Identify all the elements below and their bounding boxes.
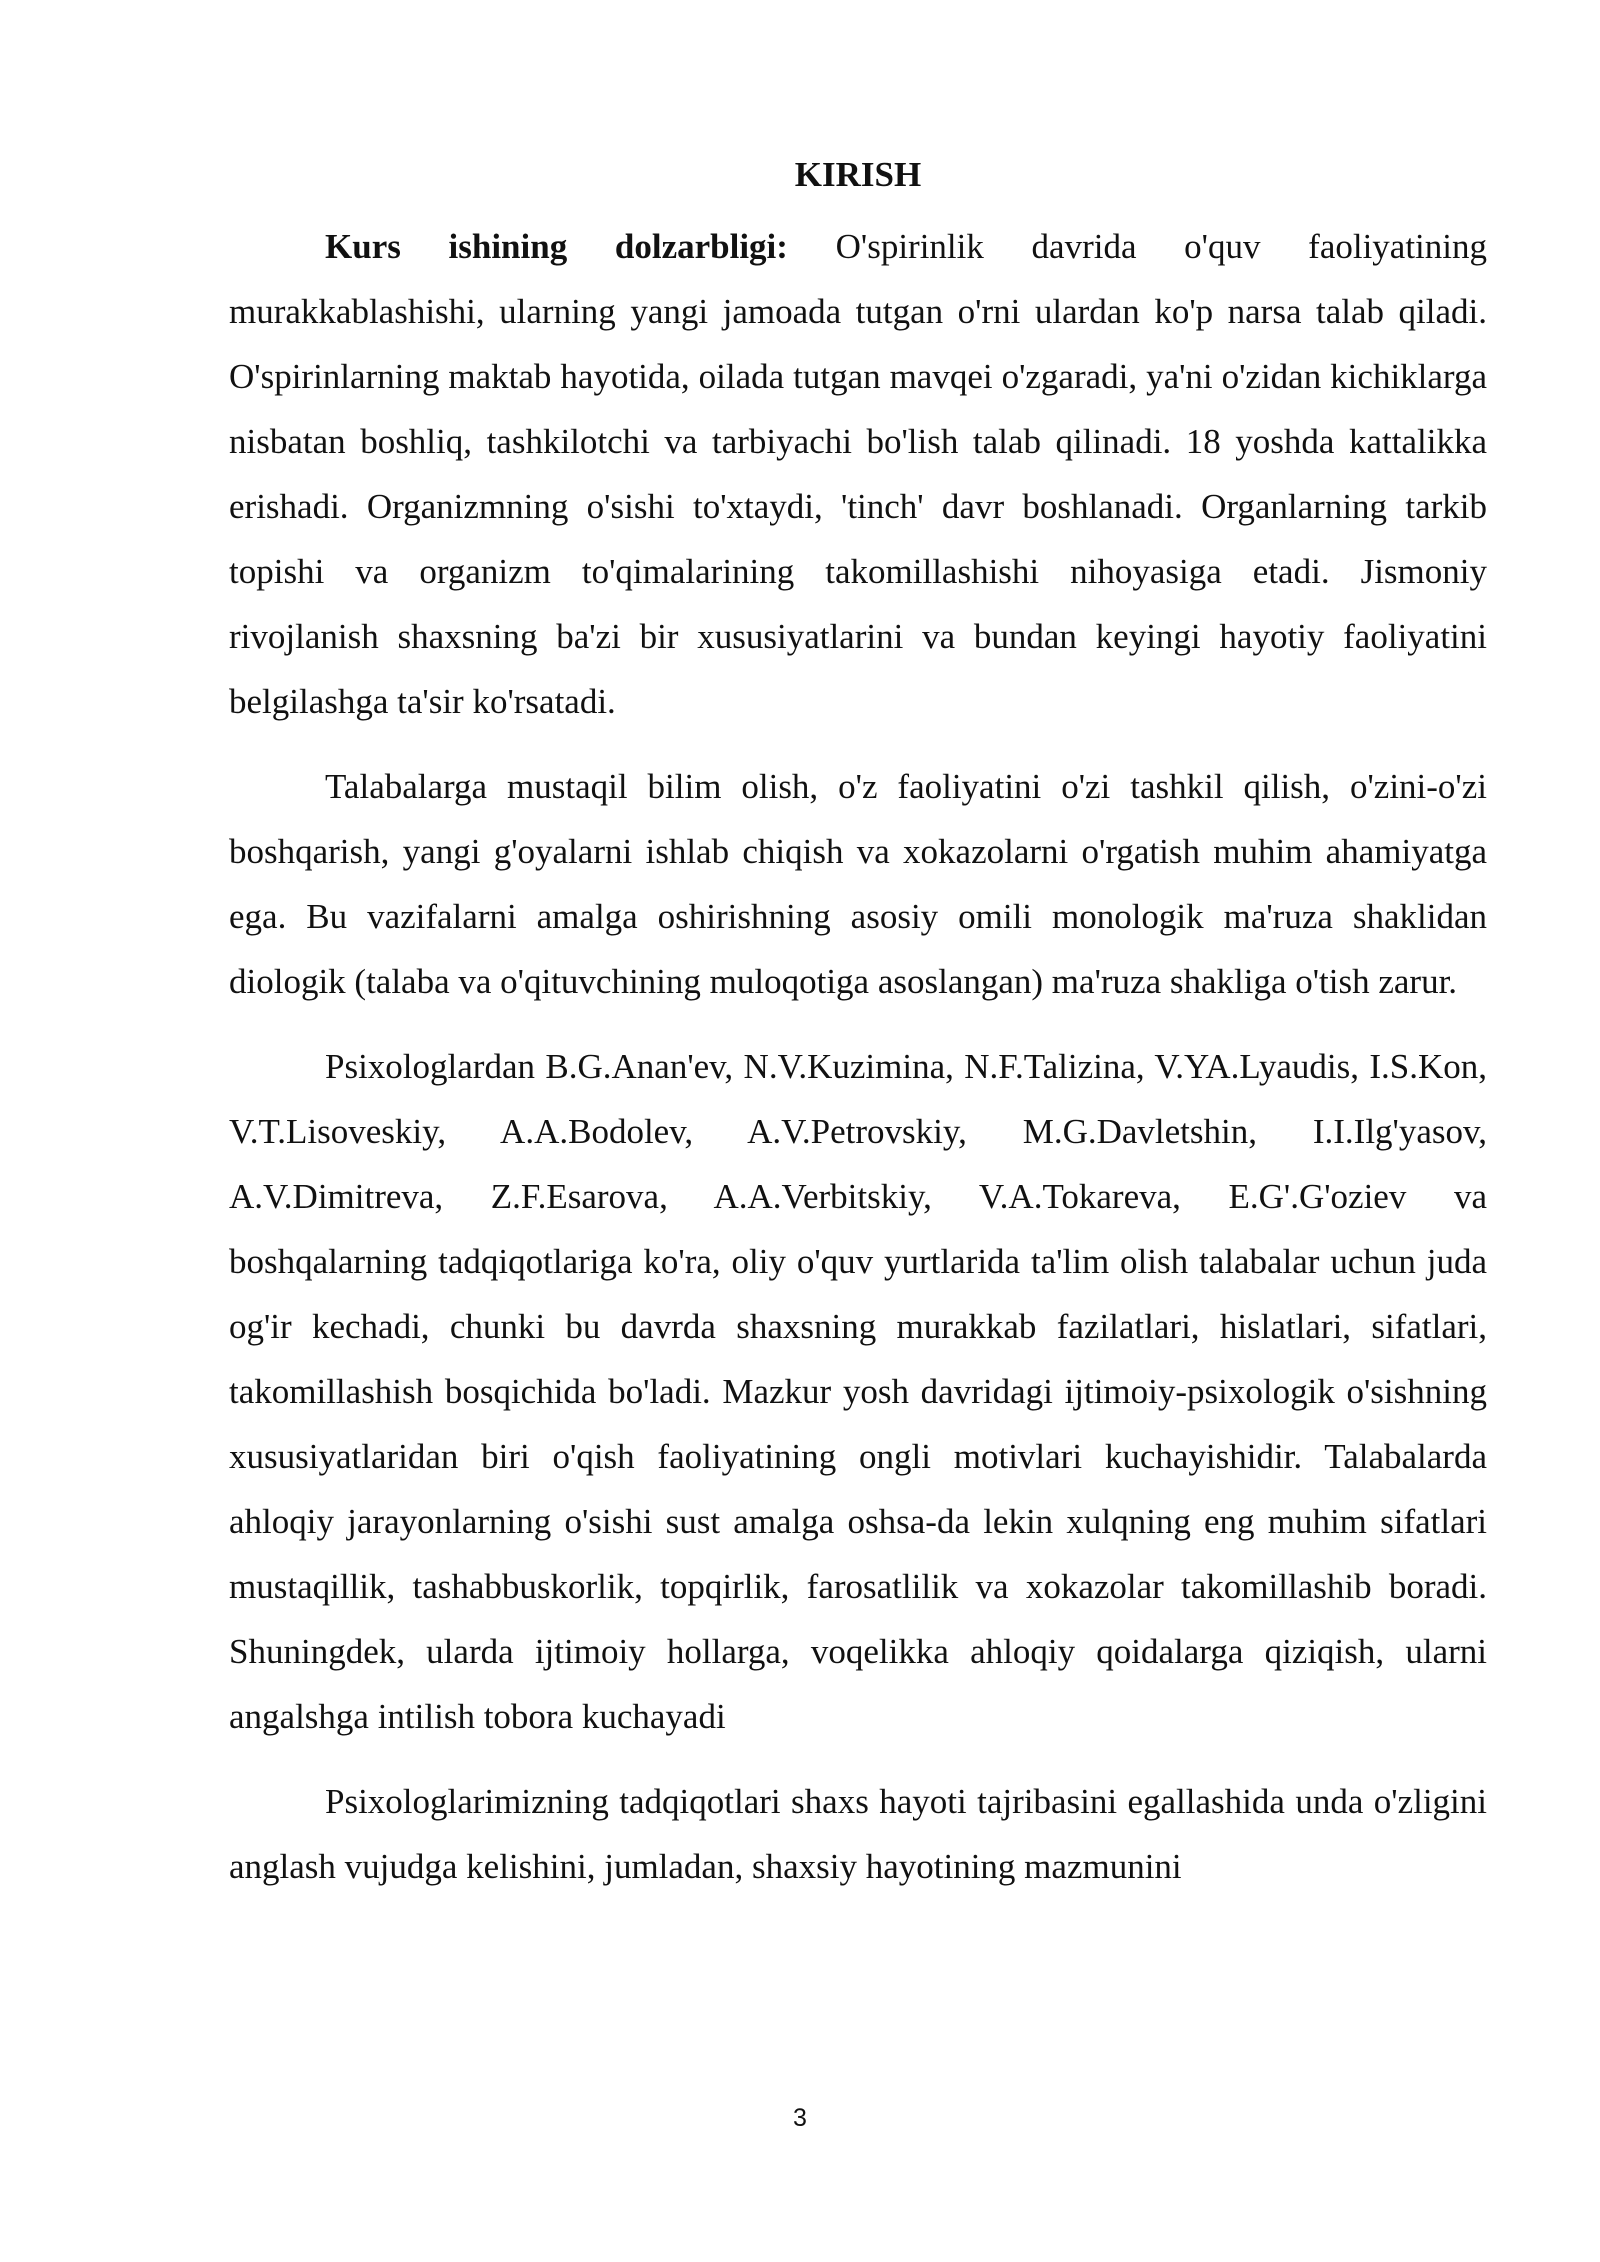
paragraph-students: Talabalarga mustaqil bilim olish, o'z faoliyatini o'zi tashkil qilish, o'zini-o'zi boshqarish, yangi g'oyalarni ishlab chiqish va xokazolarni o'rgatish muhim ahamiyatga ega. Bu vazifalarni amalga oshirishning asosiy omili monologik ma'ruza shaklidan diologik (talaba va o'qituvchining muloqotiga asoslangan) ma'ruza shakliga o'tish zarur. (229, 767, 1487, 1001)
section-heading: KIRISH (794, 155, 922, 194)
document-body (229, 150, 1487, 1919)
paragraph-text: O'spirinlik davrida o'quv faoliyatining murakkablashishi, ularning yangi jamoada tutgan o'rni ulardan ko'p narsa talab qiladi. O'spirinlarning maktab hayotida, oilada tutgan mavqei o'zgaradi, ya'ni o'zidan kichiklarga nisbatan boshliq, tashkilotchi va tarbiyachi bo'lish talab qilinadi. 18 yoshda kattalikka erishadi. Organizmning o'sishi to'xtaydi, 'tinch' davr boshlanadi. Organlarning tarkib topishi va organizm to'qimalarining takomillashishi nihoyasiga etadi. Jismoniy rivojlanish shaxsning ba'zi bir xususiyatlarini va bundan keyingi hayotiy faoliyatini belgilashga ta'sir ko'rsatadi. (229, 227, 1488, 721)
paragraph-research: Psixologlarimizning tadqiqotlari shaxs hayoti tajribasini egallashida unda o'zligini anglash vujudga kelishini, jumladan, shaxsiy hayotining mazmunini (229, 1782, 1487, 1886)
paragraph-lead-label: Kurs ishining dolzarbligi: (325, 227, 788, 266)
paragraph-relevance (229, 214, 1487, 734)
paragraph-psychologists: Psixologlardan B.G.Anan'ev, N.V.Kuzimina, N.F.Talizina, V.YA.Lyaudis, I.S.Kon, V.T.Lisoveskiy, A.A.Bodolev, A.V.Petrovskiy, M.G.Davletshin, I.I.Ilg'yasov, A.V.Dimitreva, Z.F.Esarova, A.A.Verbitskiy, V.A.Tokareva, E.G'.G'oziev va boshqalarning tadqiqotlariga ko'ra, oliy o'quv yurtlarida ta'lim olish talabalar uchun juda og'ir kechadi, chunki bu davrda shaxsning murakkab fazilatlari, hislatlari, sifatlari, takomillashish bosqichida bo'ladi. Mazkur yosh davridagi ijtimoiy-psixologik o'sishning xususiyatlaridan biri o'qish faoliyatining ongli motivlari kuchayishidir. Talabalarda ahloqiy jarayonlarning o'sishi sust amalga oshsa-da lekin xulqning eng muhim sifatlari mustaqillik, tashabbuskorlik, topqirlik, farosatlilik va xokazolar takomillashib boradi. Shuningdek, ularda ijtimoiy hollarga, voqelikka ahloqiy qoidalarga qiziqish, ularni angalshga intilish tobora kuchayadi (229, 1047, 1487, 1736)
page-number: 3 (793, 2104, 807, 2132)
